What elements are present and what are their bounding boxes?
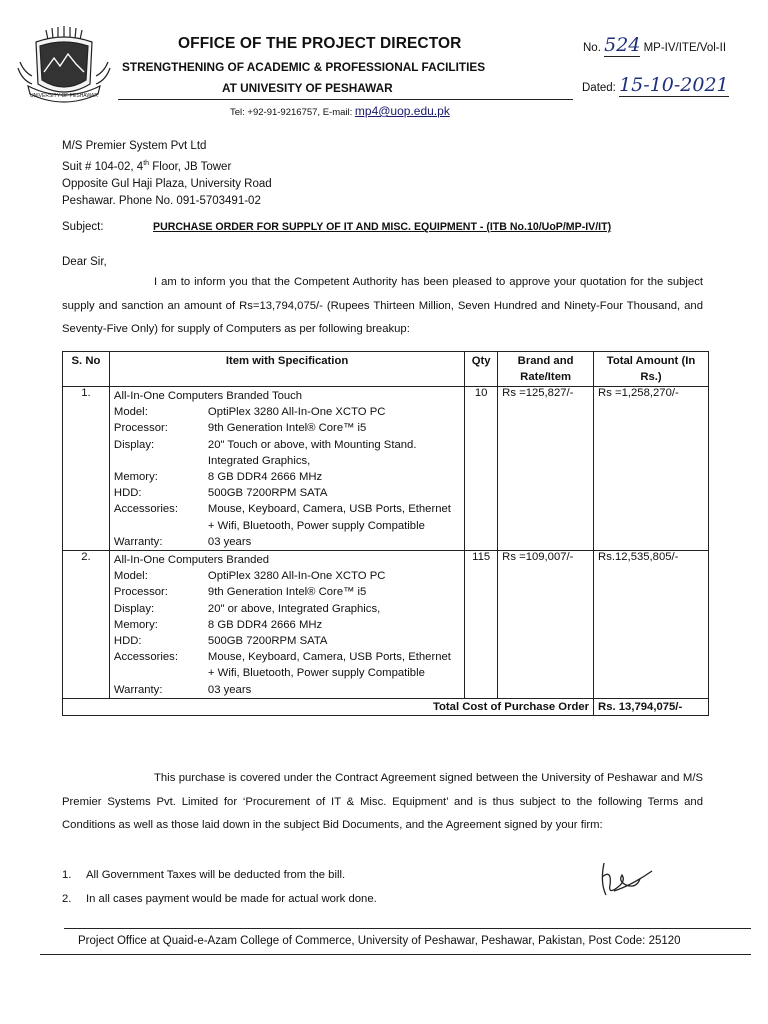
intro-paragraph: I am to inform you that the Competent Authority has been pleased to approve your quotation for the subject supply and sanction an amount of Rs=13,794,075/- (Rupees Thirteen Million, Seven Hundred and Ninety-Four Thousand, and Seventy-Five Only) for supply of Computers as per following breakup:: [62, 276, 703, 335]
item-title: All-In-One Computers Branded: [113, 554, 270, 567]
row-qty: 115: [465, 551, 498, 699]
header-qty: Qty: [465, 352, 498, 387]
project-title: STRENGTHENING OF ACADEMIC & PROFESSIONAL FACILITIES: [122, 60, 486, 74]
dated-handwritten: 15-10-2021: [619, 74, 729, 96]
footer-rule: [64, 928, 751, 929]
row-sno: 1.: [63, 387, 110, 551]
term-item: 2. In all cases payment would be made for actual work done.: [62, 893, 377, 905]
reference-number: [583, 34, 726, 57]
office-title: OFFICE OF THE PROJECT DIRECTOR: [178, 35, 462, 52]
footer-rule-bottom: [40, 954, 751, 955]
header-rule: [118, 99, 573, 100]
row-rate: Rs =109,007/-: [498, 551, 594, 699]
contact-line: [230, 104, 450, 118]
row-total: Rs =1,258,270/-: [594, 387, 709, 551]
address-line: M/S Premier System Pvt Ltd: [62, 140, 207, 152]
university-logo: [14, 24, 114, 104]
total-row: [63, 698, 709, 715]
table-row: [63, 387, 709, 551]
row-total: Rs.12,535,805/-: [594, 551, 709, 699]
row-item: All-In-One Computers Branded Touch Model: OptiPlex 3280 All-In-One XCTO PC Processor: 9th Generation Intel® Core™ i5 Display: 20" Touch or above, with Mounting Stand. Integrated Graphics, Memory: 8 GB DDR4 2666 MHz HDD: 500GB 7200RPM SATA Accessories: Mouse, Keyboard, Camera, USB Ports, Ethernet + Wifi, Bluetooth, Power supply Compatible Warranty: 03 years: [109, 387, 464, 551]
dated-field: [582, 74, 729, 97]
header-item: Item with Specification: [109, 352, 464, 387]
items-table: [62, 351, 709, 716]
ref-label: No.: [583, 42, 601, 54]
ref-number-handwritten: 524: [604, 34, 641, 56]
signature: [596, 855, 656, 905]
header-brand: Brand and Rate/Item: [498, 352, 594, 387]
logo-text: UNIVERSITY OF PESHAWAR: [30, 93, 98, 99]
row-item: All-In-One Computers Branded Model: OptiPlex 3280 All-In-One XCTO PC Processor: 9th Generation Intel® Core™ i5 Display: 20" or above, Integrated Graphics, Memory: 8 GB DDR4 2666 MHz HDD: 500GB 7200RPM SATA Accessories: Mouse, Keyboard, Camera, USB Ports, Ethernet + Wifi, Bluetooth, Power supply Compatible Warranty: 03 years: [109, 551, 464, 699]
row-qty: 10: [465, 387, 498, 551]
total-value: Rs. 13,794,075/-: [594, 698, 709, 715]
ref-suffix: MP-IV/ITE/Vol-II: [643, 42, 727, 54]
recipient-address: [62, 138, 272, 210]
dated-label: Dated:: [582, 82, 616, 94]
greeting: Dear Sir,: [62, 256, 107, 268]
total-label: Total Cost of Purchase Order: [63, 698, 594, 715]
address-line: Suit # 104-02, 4th Floor, JB Tower: [62, 160, 232, 173]
header-sno: S. No: [63, 352, 110, 387]
term-item: 1. All Government Taxes will be deducted from the bill.: [62, 869, 346, 881]
header-total: Total Amount (In Rs.): [594, 352, 709, 387]
table-header-row: [63, 352, 709, 387]
row-sno: 2.: [63, 551, 110, 699]
contact-prefix: Tel: +92-91-9216757, E-mail:: [230, 107, 355, 118]
email-link[interactable]: mp4@uop.edu.pk: [354, 104, 450, 118]
footer-address: Project Office at Quaid-e-Azam College of Commerce, University of Peshawar, Peshawar, Pakistan, Post Code: 25120: [78, 935, 681, 947]
subject-text: PURCHASE ORDER FOR SUPPLY OF IT AND MISC. EQUIPMENT - (ITB No.10/UoP/MP-IV/IT): [153, 221, 612, 233]
contract-paragraph: This purchase is covered under the Contract Agreement signed between the University of Peshawar and M/S Premier Systems Pvt. Limited for ‘Procurement of IT & Misc. Equipment’ and is thus subject to the following Terms and Conditions as well as those laid down in the subject Bid Documents, and the Agreement signed by your firm:: [62, 772, 703, 831]
university-title: AT UNIVESITY OF PESHAWAR: [222, 81, 393, 95]
table-row: [63, 551, 709, 699]
address-line: Opposite Gul Haji Plaza, University Road: [62, 177, 272, 190]
row-rate: Rs =125,827/-: [498, 387, 594, 551]
item-title: All-In-One Computers Branded Touch: [113, 390, 303, 402]
subject-label: Subject:: [62, 221, 104, 233]
address-line: Peshawar. Phone No. 091-5703491-02: [62, 194, 261, 207]
